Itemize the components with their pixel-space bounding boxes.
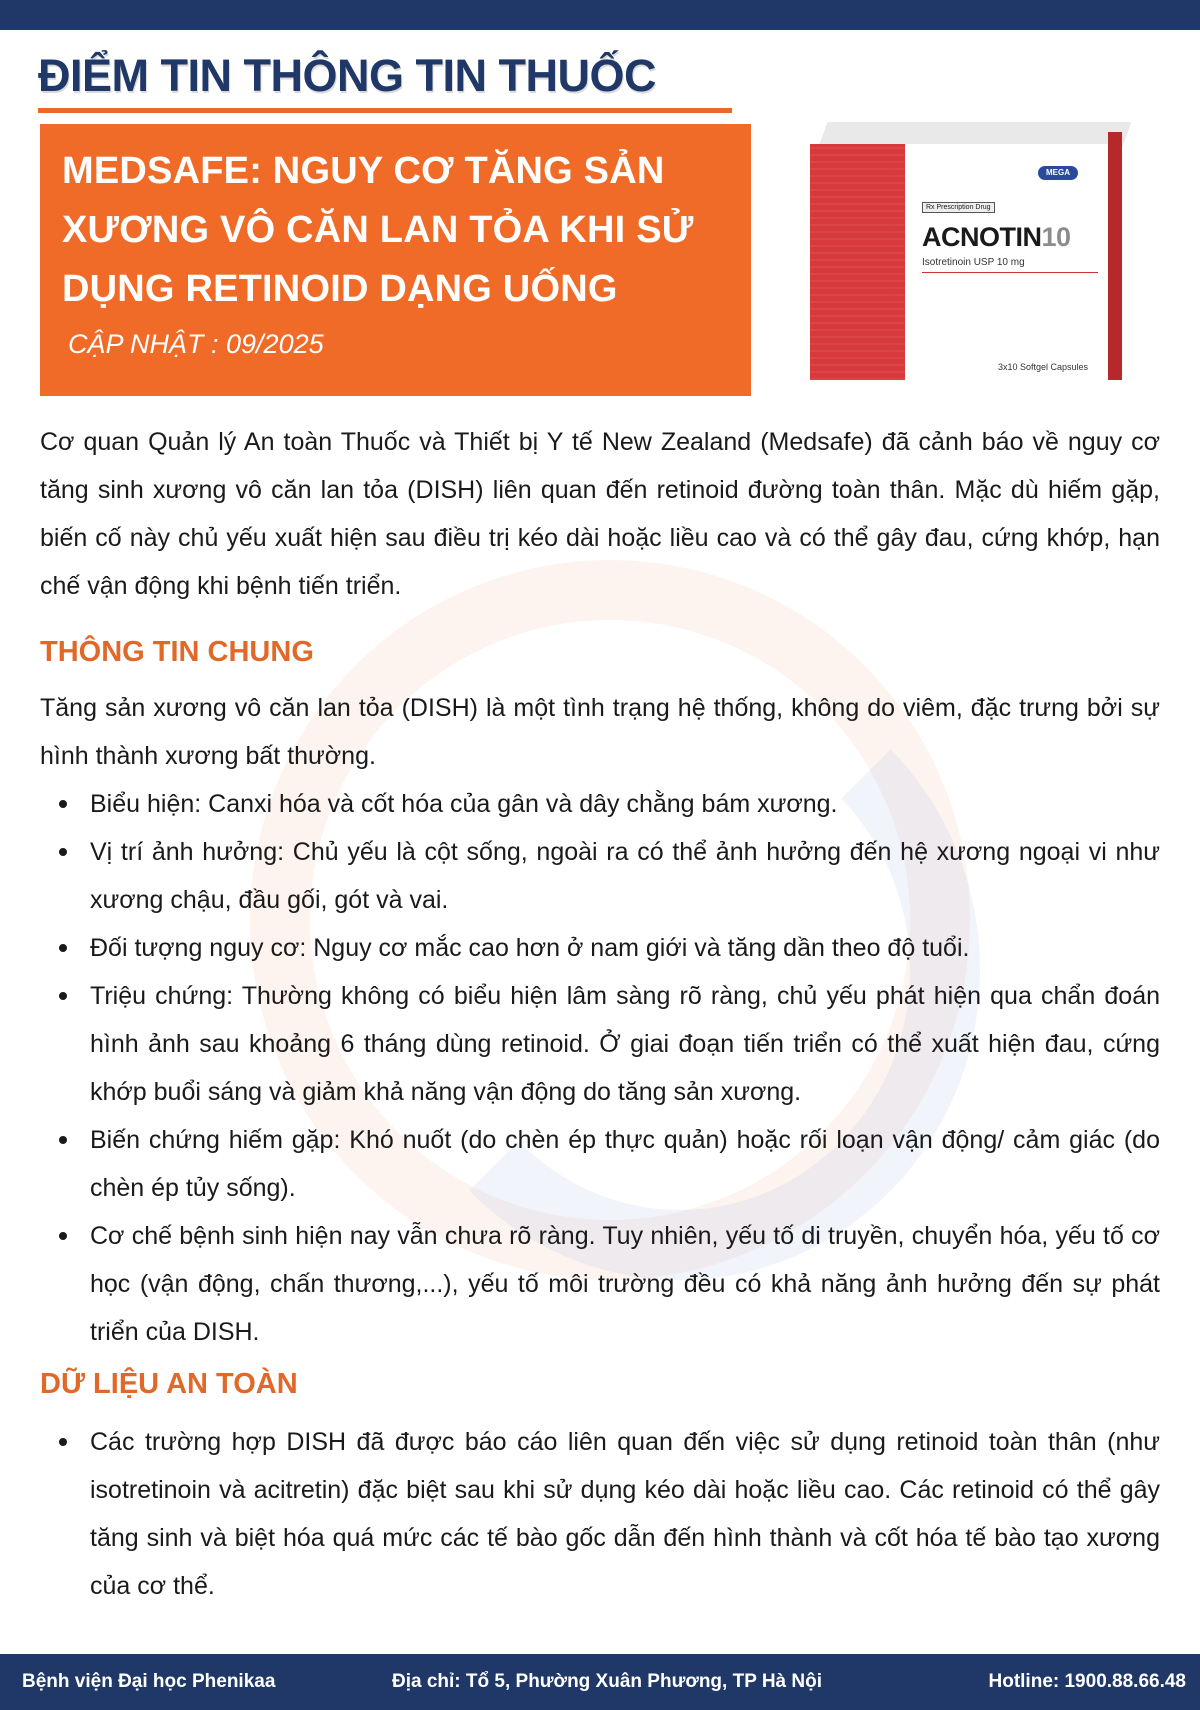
section-title-general: THÔNG TIN CHUNG (40, 636, 314, 668)
product-brand (922, 222, 1071, 253)
box-side (1108, 132, 1122, 380)
article-title-line: DỤNG RETINOID DẠNG UỐNG (62, 268, 618, 310)
product-subtitle: Isotretinoin USP 10 mg (922, 257, 1025, 268)
footer-bar (0, 1654, 1200, 1710)
safety-bullet-list (40, 1418, 1160, 1610)
list-item: Các trường hợp DISH đã được báo cáo liên quan đến việc sử dụng retinoid toàn thân (như isotretinoin và acitretin) đặc biệt sau khi sử dụng kéo dài hoặc liều cao. Các retinoid có thể gây tăng sinh và biệt hóa quá mức các tế bào gốc dẫn đến hình thành và cốt hóa tế bào tạo xương của cơ thể. (40, 1418, 1160, 1610)
brand-name: ACNOTIN (922, 222, 1042, 252)
list-item: Đối tượng nguy cơ: Nguy cơ mắc cao hơn ở nam giới và tăng dần theo độ tuổi. (40, 924, 1160, 972)
list-item: Cơ chế bệnh sinh hiện nay vẫn chưa rõ ràng. Tuy nhiên, yếu tố di truyền, chuyển hóa, yếu tố cơ học (vận động, chấn thương,...), yếu tố môi trường đều có khả năng ảnh hưởng đến sự phát triển của DISH. (40, 1212, 1160, 1356)
list-item: Triệu chứng: Thường không có biểu hiện lâm sàng rõ ràng, chủ yếu phát hiện qua chẩn đoán hình ảnh sau khoảng 6 tháng dùng retinoid. Ở giai đoạn tiến triển có thể xuất hiện đau, cứng khớp buổi sáng và giảm khả năng vận động do tăng sản xương. (40, 972, 1160, 1116)
general-paragraph: Tăng sản xương vô căn lan tỏa (DISH) là một tình trạng hệ thống, không do viêm, đặc trưng bởi sự hình thành xương bất thường. (40, 694, 1160, 770)
article-title (62, 142, 742, 319)
general-bullet-list (40, 780, 1160, 1356)
article-title-line: MEDSAFE: NGUY CƠ TĂNG SẢN (62, 150, 665, 192)
product-divider (922, 272, 1098, 273)
list-item: Biến chứng hiếm gặp: Khó nuốt (do chèn ép thực quản) hoặc rối loạn vận động/ cảm giác (do chèn ép tủy sống). (40, 1116, 1160, 1212)
list-item: Vị trí ảnh hưởng: Chủ yếu là cột sống, ngoài ra có thể ảnh hưởng đến hệ xương ngoại vi như xương chậu, đầu gối, gót và vai. (40, 828, 1160, 924)
title-banner (40, 124, 751, 396)
header-underline (38, 108, 732, 113)
top-bar (0, 0, 1200, 30)
product-capsules: 3x10 Softgel Capsules (998, 362, 1089, 372)
section-title-safety: DỮ LIỆU AN TOÀN (40, 1368, 298, 1400)
intro-paragraph: Cơ quan Quản lý An toàn Thuốc và Thiết bị Y tế New Zealand (Medsafe) đã cảnh báo về nguy cơ tăng sinh xương vô căn lan tỏa (DISH) liên quan đến retinoid đường toàn thân. Mặc dù hiếm gặp, biến cố này chủ yếu xuất hiện sau điều trị kéo dài hoặc liều cao và có thể gây đau, cứng khớp, hạn chế vận động khi bệnh tiến triển. (40, 428, 1160, 600)
footer-hotline: Hotline: 1900.88.66.48 (988, 1671, 1186, 1692)
footer-hospital: Bệnh viện Đại học Phenikaa (22, 1671, 276, 1692)
list-item: Biểu hiện: Canxi hóa và cốt hóa của gân và dây chằng bám xương. (40, 780, 1160, 828)
update-date: CẬP NHẬT : 09/2025 (68, 329, 324, 359)
mega-logo: MEGA (1038, 166, 1078, 180)
rx-label: Rx Prescription Drug (922, 202, 995, 213)
footer-address: Địa chỉ: Tổ 5, Phường Xuân Phương, TP Hà Nội (392, 1671, 822, 1692)
product-image (810, 122, 1122, 384)
brand-number: 10 (1041, 222, 1071, 252)
article-title-line: XƯƠNG VÔ CĂN LAN TỎA KHI SỬ (62, 209, 694, 251)
header-title: ĐIỂM TIN THÔNG TIN THUỐC (38, 50, 656, 101)
